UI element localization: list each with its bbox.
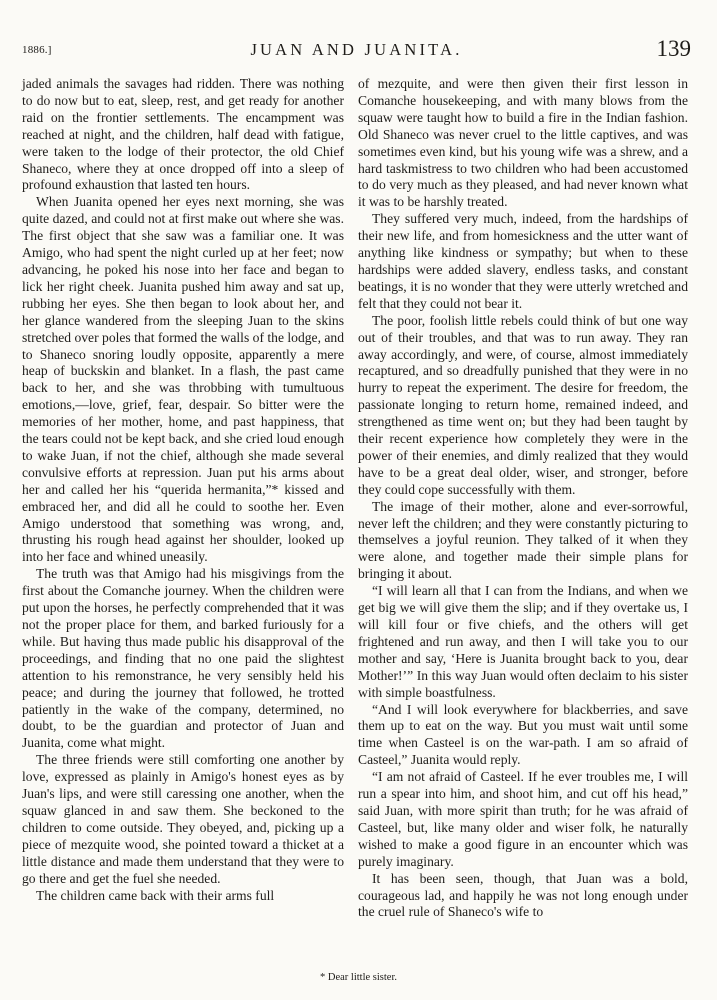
footnote: * Dear little sister. bbox=[320, 972, 397, 983]
right-column bbox=[358, 76, 688, 921]
paragraph: The children came back with their arms full bbox=[36, 887, 275, 903]
paragraph: “And I will look everywhere for blackberries, and save them up to eat on the way. But you must wait until some time when Casteel is on the war-path. I am so afraid of Casteel,” Juanita would reply. bbox=[358, 701, 688, 768]
page-number: 139 bbox=[656, 36, 691, 61]
paragraph: The poor, foolish little rebels could think of but one way out of their troubles, and that was to run away. They ran away accordingly, and were, of course, almost immediately recaptured, and so dreadfully punished that they were in no hurry to repeat the experiment. The desire for freedom, the passionate longing to return home, remained indeed, and strengthened as time went on; but they had been taught by their recent experience how completely they were in the power of their enemies, and dimly realized that they would have to be a great deal older, wiser, and stronger, before they could cope successfully with them. bbox=[358, 312, 688, 497]
paragraph: “I am not afraid of Casteel. If he ever troubles me, I will run a spear into him, and shoot him, and cut off his head,” said Juan, with more spirit than truth; for he was afraid of Casteel, but, like many older and wiser folk, he naturally wished to make a good figure in an encounter which was purely imaginary. bbox=[358, 769, 688, 869]
paragraph: They suffered very much, indeed, from the hardships of their new life, and from homesickness and the utter want of anything like kindness or sympathy; but when to these hardships were added slavery, endless tasks, and constant beatings, it is no wonder that they were utterly wretched and felt that they could not bear it. bbox=[358, 211, 688, 311]
page-header bbox=[22, 36, 691, 70]
paragraph: The truth was that Amigo had his misgivings from the first about the Comanche journey. When the children were put upon the horses, he perfectly comprehended that it was not the proper place for them, and barked furiously for a while. But having thus made public his disapproval of the proceedings, and finding that no one paid the slightest attention to his remonstrance, he very sensibly held his peace; and during the journey that followed, he trotted patiently in the wake of the company, determined, no doubt, to be the guardian and protector of Juan and Juanita, come what might. bbox=[22, 566, 344, 751]
paragraph: The image of their mother, alone and ever-sorrowful, never left the children; and they were constantly picturing to themselves a joyful reunion. They talked of it when they were alone, and together made their simple plans for bringing it about. bbox=[358, 498, 688, 582]
paragraph: jaded animals the savages had ridden. There was nothing to do now but to eat, sleep, rest, and get ready for another raid on the frontier settlements. The encampment was reached at night, and the children, half dead with fatigue, were taken to the lodge of their protector, the old Chief Shaneco, where they at once dropped off into a sleep of profound exhaustion that lasted ten hours. bbox=[22, 76, 344, 193]
paragraph: of mezquite, and were then given their first lesson in Comanche housekeeping, and with many blows from the squaw were taught how to build a fire in the Indian fashion. Old Shaneco was never cruel to the little captives, and was sometimes even kind, but his young wife was a shrew, and a hard taskmistress to two children who had been accustomed to do very much as they pleased, and had never known what it was to be harshly treated. bbox=[358, 76, 688, 210]
issue-date: 1886.] bbox=[22, 44, 52, 56]
paragraph: It has been seen, though, that Juan was a bold, courageous lad, and happily he was not long enough under the cruel rule of Shaneco's wife to bbox=[358, 870, 688, 920]
running-title: JUAN AND JUANITA. bbox=[250, 40, 463, 59]
paragraph: The three friends were still comforting one another by love, expressed as plainly in Amigo's honest eyes as by Juan's lips, and were still caressing one another, when the squaw glanced in and saw them. She beckoned to the children to come outside. They obeyed, and, picking up a piece of mezquite wood, she pointed toward a thicket at a little distance and made them understand that they were to go there and get the fuel she needed. bbox=[22, 752, 344, 886]
paragraph: “I will learn all that I can from the Indians, and when we get big we will give them the slip; and if they overtake us, I will kill four or five chiefs, and the others will get frightened and run away, and then I will take you to our mother and say, ‘Here is Juanita brought back to you, dear Mother!’” In this way Juan would often declaim to his sister with simple boastfulness. bbox=[358, 583, 688, 700]
left-column bbox=[22, 76, 344, 904]
paragraph: When Juanita opened her eyes next morning, she was quite dazed, and could not at first make out where she was. The first object that she saw was a familiar one. It was Amigo, who had spent the night curled up at her feet; now advancing, he poked his nose into her face and began to lick her right cheek. Juanita pushed him away and sat up, rubbing her eyes. She then began to look about her, and her glance wandered from the sleeping Juan to the skins stretched over poles that formed the walls of the lodge, and to Shaneco snoring loudly opposite, apparently a mere heap of buckskin and blanket. In a flash, the past came back to her, and she was throbbing with tumultuous emotions,—love, grief, fear, despair. So bitter were the memories of her mother, home, and past happiness, that the tears could not be kept back, and she cried loud enough to wake Juan, if not the chief, although she made several convulsive efforts at repression. Juan put his arms about her and called her his “querida hermanita,”* kissed and embraced her, and did all he could to soothe her. Even Amigo understood that something was wrong, and, thrusting his rough head against her shoulder, looked up into her face and whined uneasily. bbox=[22, 194, 344, 565]
